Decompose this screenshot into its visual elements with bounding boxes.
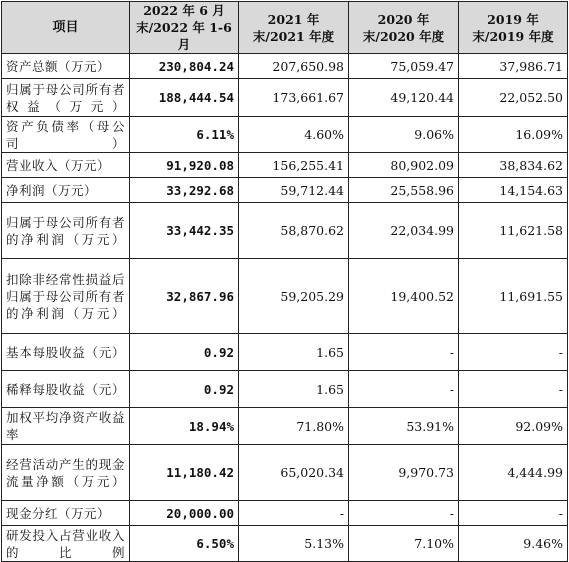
row-label: 现金分红（万元） [2, 501, 130, 526]
row-label: 归属于母公司所有者权益（万元） [2, 79, 130, 117]
header-2021: 2021 年末/2021 年度 [239, 2, 349, 54]
cell-2022h1: 91,920.08 [130, 153, 239, 178]
row-label: 稀释每股收益（元） [2, 371, 130, 408]
cell-2021: 71.80% [239, 408, 349, 445]
header-2020: 2020 年末/2020 年度 [349, 2, 459, 54]
financial-table [1, 1, 568, 562]
cell-2022h1: 32,867.96 [130, 259, 239, 334]
row-label: 扣除非经常性损益后归属于母公司所有者的净利润（万元） [2, 259, 130, 334]
row-label: 经营活动产生的现金流量净额（万元） [2, 445, 130, 501]
cell-2021: 59,712.44 [239, 178, 349, 203]
cell-2020: 9,970.73 [349, 445, 459, 501]
table-row [2, 54, 568, 79]
row-label: 资产负债率（母公司） [2, 117, 130, 153]
row-label: 基本每股收益（元） [2, 334, 130, 371]
table-row [2, 79, 568, 117]
cell-2022h1: 20,000.00 [130, 501, 239, 526]
cell-2022h1: 33,442.35 [130, 203, 239, 259]
cell-2022h1: 11,180.42 [130, 445, 239, 501]
table-row [2, 203, 568, 259]
cell-2021: - [239, 501, 349, 526]
cell-2021: 156,255.41 [239, 153, 349, 178]
header-item: 项目 [2, 2, 130, 54]
cell-2019: 22,052.50 [459, 79, 568, 117]
cell-2019: - [459, 371, 568, 408]
cell-2019: - [459, 501, 568, 526]
cell-2022h1: 18.94% [130, 408, 239, 445]
cell-2020: 75,059.47 [349, 54, 459, 79]
table-row [2, 117, 568, 153]
cell-2020: 22,034.99 [349, 203, 459, 259]
cell-2019: 37,986.71 [459, 54, 568, 79]
cell-2020: 25,558.96 [349, 178, 459, 203]
cell-2019: 4,444.99 [459, 445, 568, 501]
cell-2020: 7.10% [349, 526, 459, 562]
table-row [2, 408, 568, 445]
header-2019: 2019 年末/2019 年度 [459, 2, 568, 54]
table-row [2, 501, 568, 526]
cell-2021: 58,870.62 [239, 203, 349, 259]
cell-2019: 14,154.63 [459, 178, 568, 203]
cell-2022h1: 0.92 [130, 371, 239, 408]
cell-2019: - [459, 334, 568, 371]
cell-2020: - [349, 371, 459, 408]
cell-2019: 16.09% [459, 117, 568, 153]
cell-2022h1: 0.92 [130, 334, 239, 371]
table-row [2, 334, 568, 371]
row-label: 营业收入（万元） [2, 153, 130, 178]
cell-2021: 59,205.29 [239, 259, 349, 334]
cell-2021: 173,661.67 [239, 79, 349, 117]
cell-2021: 1.65 [239, 371, 349, 408]
cell-2020: - [349, 334, 459, 371]
cell-2022h1: 6.50% [130, 526, 239, 562]
row-label: 研发投入占营业收入的比例 [2, 526, 130, 562]
cell-2021: 207,650.98 [239, 54, 349, 79]
row-label: 净利润（万元） [2, 178, 130, 203]
cell-2020: 53.91% [349, 408, 459, 445]
cell-2020: 19,400.52 [349, 259, 459, 334]
cell-2021: 1.65 [239, 334, 349, 371]
cell-2022h1: 230,804.24 [130, 54, 239, 79]
row-label: 加权平均净资产收益率 [2, 408, 130, 445]
cell-2019: 38,834.62 [459, 153, 568, 178]
cell-2019: 11,621.58 [459, 203, 568, 259]
cell-2021: 65,020.34 [239, 445, 349, 501]
cell-2020: 49,120.44 [349, 79, 459, 117]
table-row [2, 526, 568, 562]
cell-2022h1: 33,292.68 [130, 178, 239, 203]
header-2022h1: 2022 年 6 月末/2022 年 1-6 月 [130, 2, 239, 54]
cell-2022h1: 188,444.54 [130, 79, 239, 117]
table-row [2, 371, 568, 408]
row-label: 归属于母公司所有者的净利润（万元） [2, 203, 130, 259]
row-label: 资产总额（万元） [2, 54, 130, 79]
table-row [2, 445, 568, 501]
table-header-row [2, 2, 568, 54]
table-row [2, 178, 568, 203]
cell-2019: 9.46% [459, 526, 568, 562]
cell-2020: 80,902.09 [349, 153, 459, 178]
cell-2021: 4.60% [239, 117, 349, 153]
table-row [2, 259, 568, 334]
table-row [2, 153, 568, 178]
cell-2019: 92.09% [459, 408, 568, 445]
cell-2019: 11,691.55 [459, 259, 568, 334]
cell-2020: - [349, 501, 459, 526]
cell-2021: 5.13% [239, 526, 349, 562]
cell-2020: 9.06% [349, 117, 459, 153]
cell-2022h1: 6.11% [130, 117, 239, 153]
